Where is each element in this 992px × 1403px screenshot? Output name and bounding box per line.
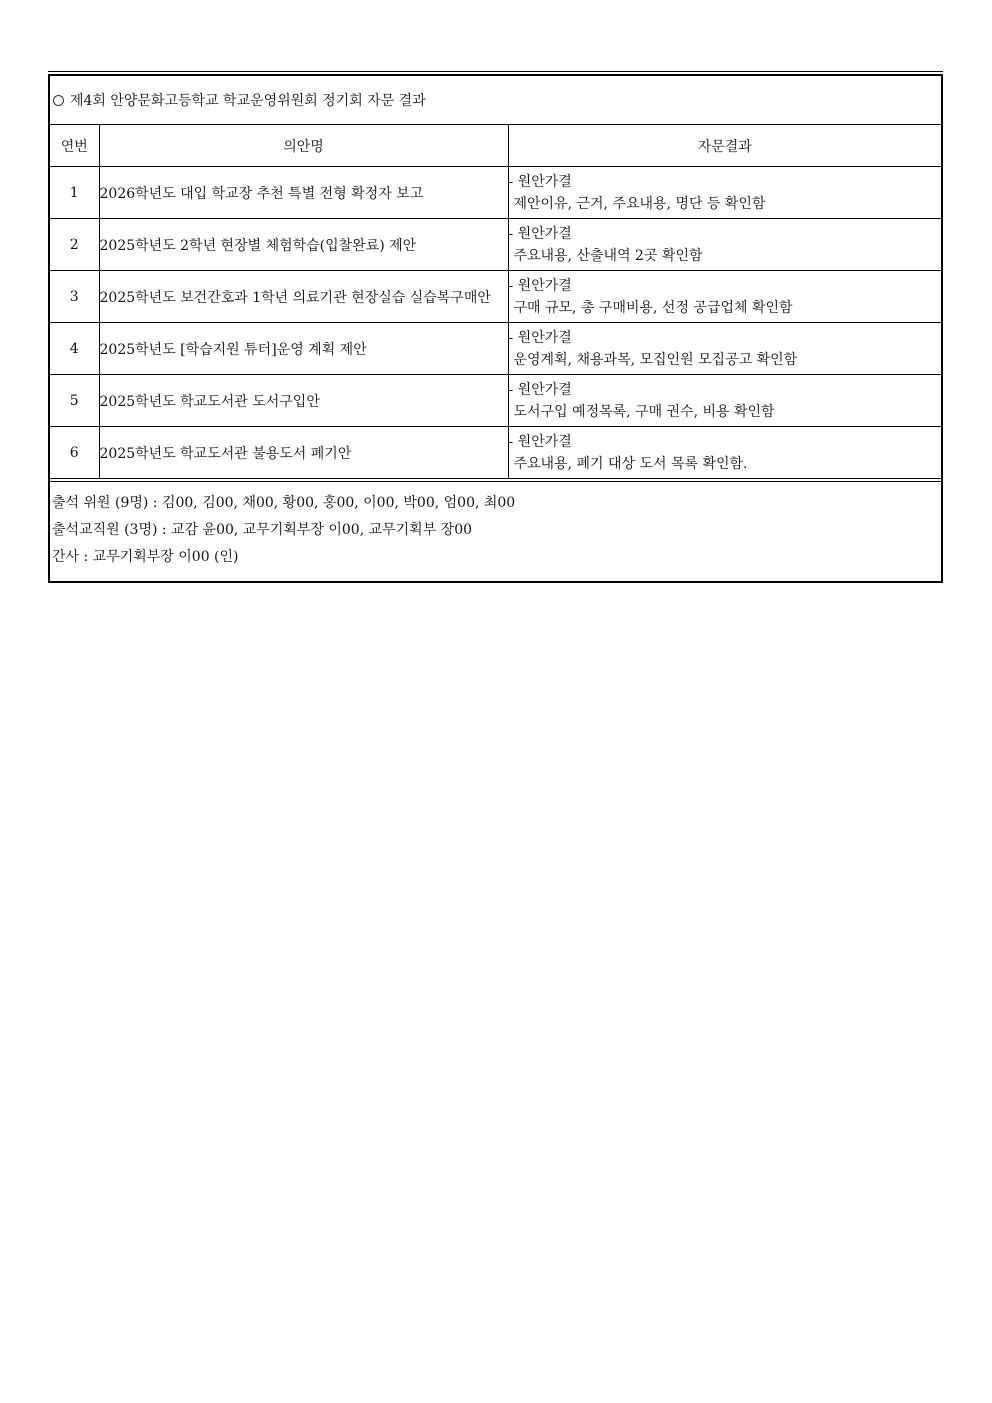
agenda-table [50,125,941,479]
attendance-section [50,482,941,581]
row-name: 2025학년도 보건간호과 1학년 의료기관 현장실습 실습복구매안 [99,271,508,323]
attendance-secretary: 간사 : 교무기획부장 이00 (인) [52,549,239,565]
row-name: 2026학년도 대입 학교장 추천 특별 전형 확정자 보고 [99,167,508,219]
table-row [50,271,941,323]
result-detail: 운영계획, 채용과목, 모집인원 모집공고 확인함 [513,351,798,368]
result-status: - 원안가결 [508,381,572,398]
row-no: 1 [50,167,99,219]
row-name: 2025학년도 2학년 현장별 체험학습(입찰완료) 제안 [99,219,508,271]
table-row [50,375,941,427]
result-status: - 원안가결 [508,433,572,450]
row-name: 2025학년도 학교도서관 도서구입안 [99,375,508,427]
circle-icon [53,95,64,106]
table-row [50,167,941,219]
row-result [508,427,941,479]
result-status: - 원안가결 [508,277,572,294]
result-status: - 원안가결 [508,329,572,346]
row-result [508,323,941,375]
result-status: - 원안가결 [508,225,572,242]
row-result [508,375,941,427]
document-frame [48,74,943,583]
row-result [508,271,941,323]
row-result [508,167,941,219]
header-result: 자문결과 [508,125,941,167]
row-no: 2 [50,219,99,271]
result-detail: 도서구입 예정목록, 구매 권수, 비용 확인함 [513,403,775,420]
result-detail: 구매 규모, 총 구매비용, 선정 공급업체 확인함 [513,299,793,316]
document-title: 제4회 안양문화고등학교 학교운영위원회 정기회 자문 결과 [70,93,426,109]
row-no: 5 [50,375,99,427]
top-rule [48,71,943,72]
table-row [50,219,941,271]
row-name: 2025학년도 [학습지원 튜터]운영 계획 제안 [99,323,508,375]
row-name: 2025학년도 학교도서관 불용도서 폐기안 [99,427,508,479]
result-detail: 제안이유, 근거, 주요내용, 명단 등 확인함 [513,195,766,212]
row-result [508,219,941,271]
row-no: 6 [50,427,99,479]
header-no: 연번 [50,125,99,167]
result-detail: 주요내용, 폐기 대상 도서 목록 확인함. [513,455,748,472]
table-header-row [50,125,941,167]
row-no: 4 [50,323,99,375]
attendance-staff: 출석교직원 (3명) : 교감 윤00, 교무기획부장 이00, 교무기획부 장00 [52,522,473,538]
attendance-members: 출석 위원 (9명) : 김00, 김00, 채00, 황00, 홍00, 이00, 박00, 엄00, 최00 [52,495,516,511]
document-title-row [50,76,941,125]
table-row [50,323,941,375]
table-row [50,427,941,479]
result-detail: 주요내용, 산출내역 2곳 확인함 [513,247,703,264]
result-status: - 원안가결 [508,173,572,190]
header-name: 의안명 [99,125,508,167]
row-no: 3 [50,271,99,323]
